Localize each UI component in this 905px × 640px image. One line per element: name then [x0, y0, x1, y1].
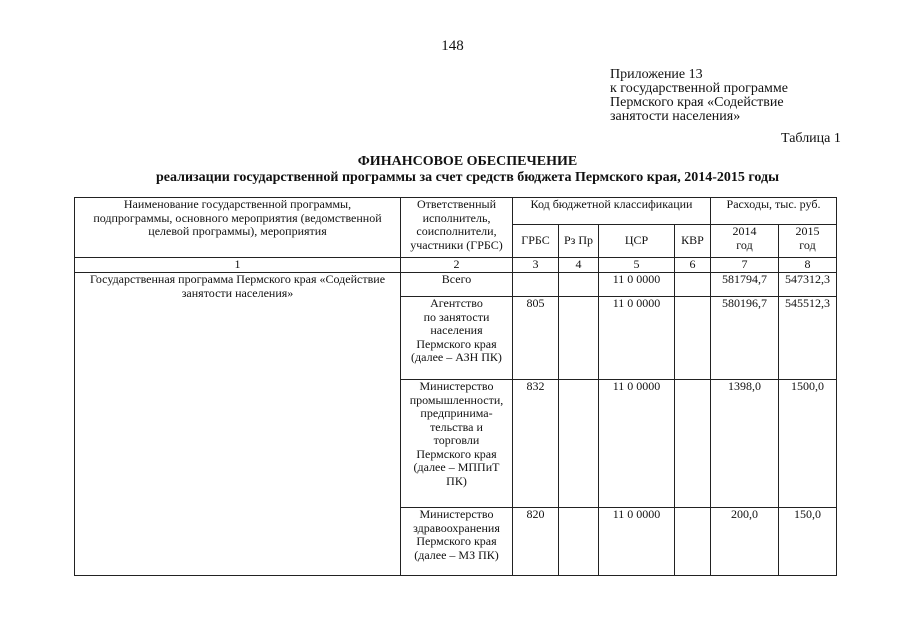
header-grbs: ГРБС [513, 225, 559, 258]
grbs-cell: 805 [513, 297, 559, 380]
expense-2015-cell: 545512,3 [779, 297, 837, 380]
rzpr-cell [559, 273, 599, 297]
executor-cell: Министерство промышленности, предпринима- тельства и торговли Пермского края (далее – МППиТ ПК) [401, 380, 513, 508]
table-row [75, 273, 837, 297]
kvr-cell [675, 380, 711, 508]
expense-2014-cell: 581794,7 [711, 273, 779, 297]
program-name: Государственная программа Пермского края «Содействие занятости населения» [75, 273, 401, 576]
expense-2014-cell: 200,0 [711, 508, 779, 576]
financing-table [74, 197, 837, 576]
header-2014: 2014 год [711, 225, 779, 258]
executor-cell: Всего [401, 273, 513, 297]
header-name: Наименование государственной программы, подпрограммы, основного мероприятия (ведомственной целевой программы), мероприятия [75, 198, 401, 258]
expense-2015-cell: 1500,0 [779, 380, 837, 508]
document-subtitle: реализации государственной программы за счет средств бюджета Пермского края, 2014-2015 годы [156, 170, 779, 185]
kvr-cell [675, 273, 711, 297]
expense-2014-cell: 580196,7 [711, 297, 779, 380]
column-index: 4 [559, 258, 599, 273]
expense-2015-cell: 547312,3 [779, 273, 837, 297]
expense-2014-cell: 1398,0 [711, 380, 779, 508]
header-2015: 2015 год [779, 225, 837, 258]
kvr-cell [675, 508, 711, 576]
document-title: ФИНАНСОВОЕ ОБЕСПЕЧЕНИЕ [357, 154, 578, 169]
executor-cell: Агентство по занятости населения Пермского края (далее – АЗН ПК) [401, 297, 513, 380]
table-label: Таблица 1 [781, 131, 841, 146]
expense-2015-cell: 150,0 [779, 508, 837, 576]
executor-cell: Министерство здравоохранения Пермского края (далее – МЗ ПК) [401, 508, 513, 576]
appendix-note [610, 68, 788, 124]
csr-cell: 11 0 0000 [599, 508, 675, 576]
page-number: 148 [441, 38, 464, 54]
rzpr-cell [559, 380, 599, 508]
column-index: 5 [599, 258, 675, 273]
appendix-line: к государственной программе [610, 81, 788, 96]
column-index: 1 [75, 258, 401, 273]
grbs-cell: 832 [513, 380, 559, 508]
header-csr: ЦСР [599, 225, 675, 258]
column-index: 6 [675, 258, 711, 273]
header-expenses: Расходы, тыс. руб. [711, 198, 837, 225]
csr-cell: 11 0 0000 [599, 273, 675, 297]
header-rzpr: Рз Пр [559, 225, 599, 258]
column-index: 8 [779, 258, 837, 273]
appendix-line: занятости населения» [610, 109, 741, 124]
grbs-cell: 820 [513, 508, 559, 576]
column-index: 3 [513, 258, 559, 273]
appendix-line: Пермского края «Содействие [610, 95, 784, 110]
header-executor: Ответственный исполнитель, соисполнители, участники (ГРБС) [401, 198, 513, 258]
rzpr-cell [559, 297, 599, 380]
kvr-cell [675, 297, 711, 380]
csr-cell: 11 0 0000 [599, 380, 675, 508]
header-budget-code: Код бюджетной классификации [513, 198, 711, 225]
grbs-cell [513, 273, 559, 297]
appendix-line: Приложение 13 [610, 67, 703, 82]
rzpr-cell [559, 508, 599, 576]
csr-cell: 11 0 0000 [599, 297, 675, 380]
header-kvr: КВР [675, 225, 711, 258]
column-index: 7 [711, 258, 779, 273]
column-index: 2 [401, 258, 513, 273]
